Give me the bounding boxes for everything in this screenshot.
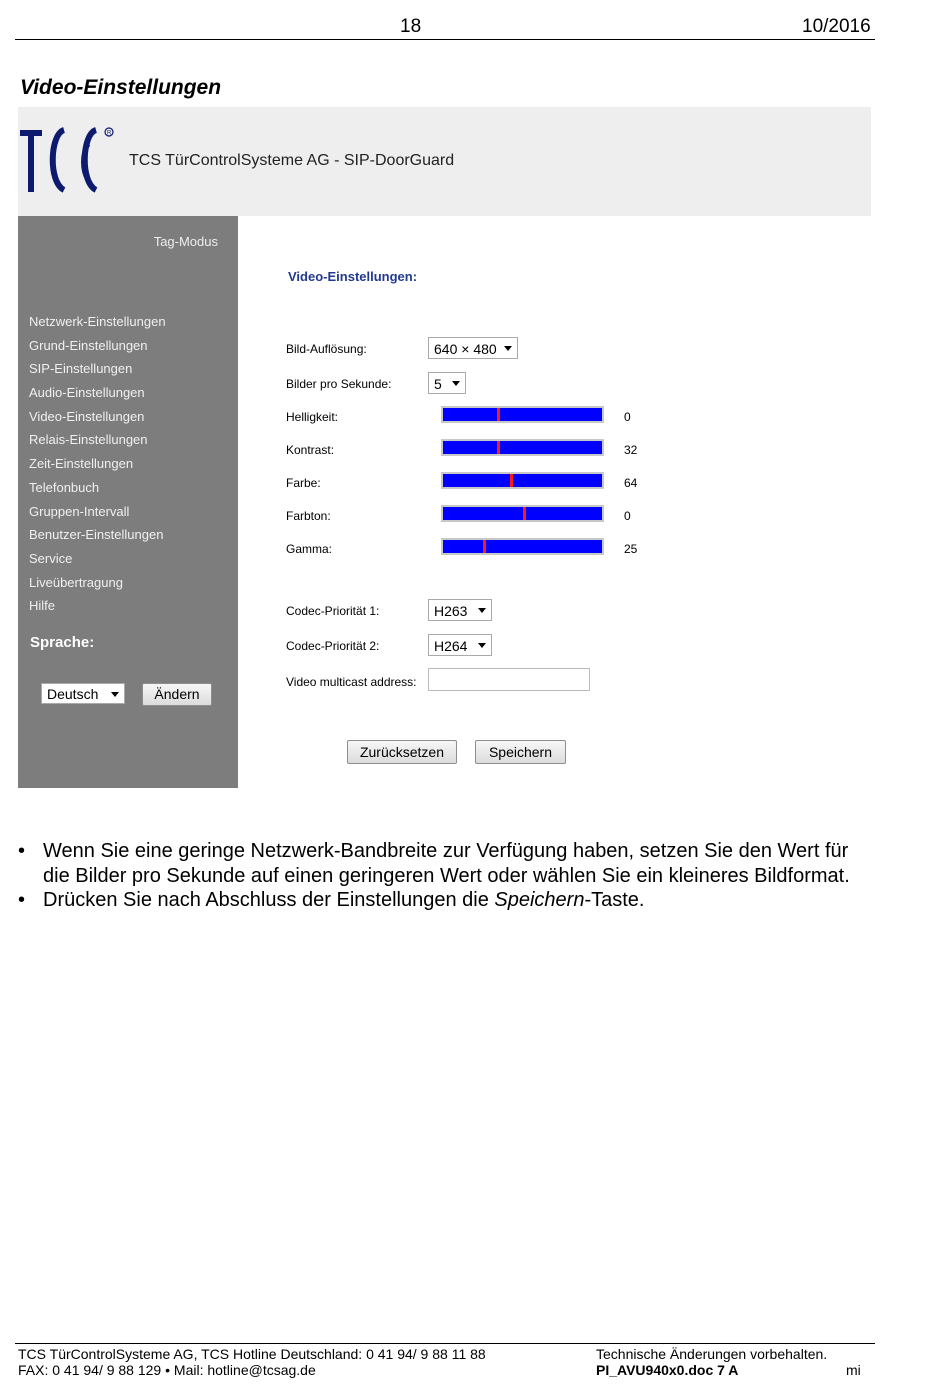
reset-button[interactable]: Zurücksetzen [347,740,457,764]
slider-value: 32 [624,443,638,457]
bullet-text: Wenn Sie eine geringe Netzwerk-Bandbreite zur Verfügung haben, setzen Sie den Wert für die Bilder pro Sekunde auf einen geringeren Wert oder wählen Sie ein kleineres Bildformat. [43,840,850,887]
sidebar-item-service[interactable]: Service [29,550,73,566]
sidebar-nav [29,312,166,620]
slider-thumb[interactable] [510,474,513,487]
language-value: Deutsch [47,686,99,702]
sidebar-item-video[interactable]: Video-Einstellungen [29,408,145,424]
chevron-down-icon [504,346,512,351]
panel-title: Video-Einstellungen: [288,269,418,284]
page-number: 18 [400,16,422,37]
chevron-down-icon [478,608,486,613]
sidebar-item-audio[interactable]: Audio-Einstellungen [29,385,145,401]
fps-value: 5 [434,376,442,392]
codec2-label: Codec-Priorität 2: [286,639,380,653]
gamma-slider[interactable] [441,538,604,555]
multicast-label: Video multicast address: [286,675,417,689]
resolution-value: 640 × 480 [434,341,497,357]
video-settings-panel [238,216,871,788]
sidebar-item-hilfe[interactable]: Hilfe [29,598,56,614]
app-title: TCS TürControlSysteme AG - SIP-DoorGuard [129,152,455,169]
section-title: Video-Einstellungen [20,76,222,99]
save-button[interactable]: Speichern [475,740,566,764]
footer-rule [15,1343,875,1344]
footer-initials: mi [846,1362,861,1378]
sidebar-item-gruppen[interactable]: Gruppen-Intervall [29,503,130,519]
chevron-down-icon [111,692,119,697]
chevron-down-icon [478,643,486,648]
chevron-down-icon [452,381,460,386]
sidebar-item-zeit[interactable]: Zeit-Einstellungen [29,456,134,472]
sidebar [18,216,238,788]
hue-slider[interactable] [441,505,604,522]
codec1-label: Codec-Priorität 1: [286,604,380,618]
slider-thumb[interactable] [483,540,486,553]
sidebar-item-telefonbuch[interactable]: Telefonbuch [29,479,100,495]
sidebar-item-relais[interactable]: Relais-Einstellungen [29,432,148,448]
instruction-list [18,839,878,913]
fps-select[interactable] [428,372,466,394]
footer-disclaimer: Technische Änderungen vorbehalten. [596,1346,828,1362]
slider-label: Helligkeit: [286,410,339,424]
bullet-text: -Taste. [584,889,645,911]
slider-label: Gamma: [286,542,333,556]
language-label: Sprache: [30,634,95,651]
footer-hotline: TCS TürControlSysteme AG, TCS Hotline Deutschland: 0 41 94/ 9 88 11 88 [18,1346,486,1362]
sidebar-item-sip[interactable]: SIP-Einstellungen [29,361,133,377]
slider-value: 64 [624,476,638,490]
contrast-slider[interactable] [441,439,604,456]
sidebar-item-benutzer[interactable]: Benutzer-Einstellungen [29,527,164,543]
codec2-value: H264 [434,638,468,654]
header-rule [15,39,875,40]
bullet-emphasis: Speichern [494,889,585,911]
codec1-select[interactable] [428,599,492,621]
tcs-logo-icon [20,124,118,194]
resolution-select[interactable] [428,337,518,359]
slider-thumb[interactable] [523,507,526,520]
slider-value: 0 [624,410,631,424]
codec2-select[interactable] [428,634,492,656]
slider-label: Farbton: [286,509,331,523]
svg-text:R: R [107,130,112,137]
document-date: 10/2016 [802,16,871,37]
sidebar-item-netzwerk[interactable]: Netzwerk-Einstellungen [29,314,166,329]
slider-label: Kontrast: [286,443,335,457]
language-select[interactable] [41,683,125,704]
slider-thumb[interactable] [497,441,500,454]
footer-doc-id: PI_AVU940x0.doc 7 A [596,1362,739,1378]
resolution-label: Bild-Auflösung: [286,342,367,356]
footer-contact: FAX: 0 41 94/ 9 88 129 • Mail: hotline@tcsag.de [18,1362,316,1378]
list-item [18,839,878,888]
slider-value: 25 [624,542,638,556]
multicast-address-input[interactable] [428,668,590,691]
change-language-button[interactable]: Ändern [142,683,212,706]
slider-thumb[interactable] [497,408,500,421]
ui-screenshot [18,107,871,788]
sidebar-item-live[interactable]: Liveübertragung [29,574,123,590]
brightness-slider[interactable] [441,406,604,423]
app-banner [18,107,871,216]
color-slider[interactable] [441,472,604,489]
mode-label: Tag-Modus [153,234,218,249]
bullet-text: Drücken Sie nach Abschluss der Einstellungen die [43,889,495,911]
fps-label: Bilder pro Sekunde: [286,377,392,391]
codec1-value: H263 [434,603,468,619]
sidebar-item-grund[interactable]: Grund-Einstellungen [29,337,148,353]
slider-value: 0 [624,509,631,523]
slider-label: Farbe: [286,476,321,490]
list-item [18,888,878,913]
